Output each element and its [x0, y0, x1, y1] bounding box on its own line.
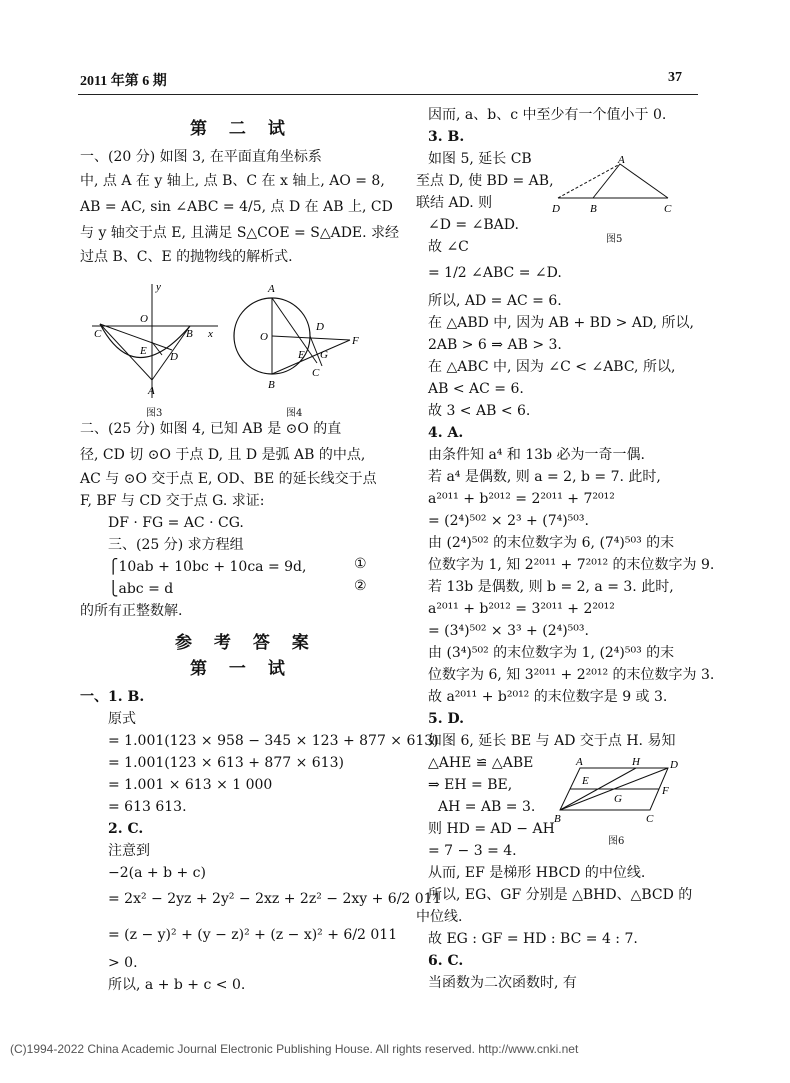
fig4-label-f: F	[352, 335, 359, 347]
fig3-label-x: x	[208, 328, 213, 340]
answer-line: 2. C.	[108, 821, 144, 837]
right-line: 从而, EF 是梯形 HBCD 的中位线.	[428, 865, 646, 881]
fig3-label-c: C	[94, 328, 102, 340]
answer-line: 所以, a + b + c < 0.	[108, 977, 246, 993]
figure-6	[550, 754, 686, 824]
right-line: = 7 − 3 = 4.	[428, 843, 517, 859]
right-line: 3. B.	[428, 129, 465, 145]
right-line: a²⁰¹¹ + b²⁰¹² = 2²⁰¹¹ + 7²⁰¹²	[428, 491, 615, 507]
fig6-caption: 图6	[608, 836, 625, 847]
problem2-line: 二、(25 分) 如图 4, 已知 AB 是 ⊙O 的直	[80, 421, 342, 437]
answers-title: 参 考 答 案	[175, 633, 317, 653]
right-line: 如图 5, 延长 CB	[428, 151, 532, 167]
fig6-label-g: G	[614, 793, 622, 805]
eq-mark-1: ①	[354, 556, 367, 572]
system-eq-1: ⎧10ab + 10bc + 10ca = 9d,	[108, 559, 307, 575]
fig6-label-a: A	[576, 756, 583, 768]
problem3-line: 三、(25 分) 求方程组	[108, 537, 244, 553]
right-line: ⇒ EH = BE,	[428, 777, 513, 793]
right-line: 故 a²⁰¹¹ + b²⁰¹² 的末位数字是 9 或 3.	[428, 689, 668, 705]
right-line: 所以, AD = AC = 6.	[428, 293, 562, 309]
answer-line: = 2x² − 2yz + 2y² − 2xz + 2z² − 2xy + 6/2 011	[108, 891, 442, 907]
right-line: 由 (2⁴)⁵⁰² 的末位数字为 6, (7⁴)⁵⁰³ 的末	[428, 535, 675, 551]
fig6-label-b: B	[554, 813, 561, 824]
fig4-label-o: O	[260, 331, 268, 343]
fig5-caption: 图5	[606, 234, 623, 245]
fig4-label-e: E	[298, 349, 305, 361]
eq-mark-2: ②	[354, 578, 367, 594]
right-line: 5. D.	[428, 711, 465, 727]
fig5-label-c: C	[664, 203, 672, 215]
right-line: 位数字为 1, 知 2²⁰¹¹ + 7²⁰¹² 的末位数字为 9.	[428, 557, 715, 573]
right-line: 由 (3⁴)⁵⁰² 的末位数字为 1, (2⁴)⁵⁰³ 的末	[428, 645, 675, 661]
right-line: 由条件知 a⁴ 和 13b 必为一奇一偶.	[428, 447, 645, 463]
right-line: 故 EG : GF = HD : BC = 4 : 7.	[428, 931, 638, 947]
right-line: 至点 D, 使 BD = AB,	[416, 173, 554, 189]
system-eq-2: ⎩abc = d	[108, 581, 174, 597]
problem2-line: F, BF 与 CD 交于点 G. 求证:	[80, 493, 265, 509]
right-line: = 1/2 ∠ABC = ∠D.	[428, 265, 562, 281]
answer-line: 注意到	[108, 843, 150, 859]
problem3-line: 的所有正整数解.	[80, 603, 183, 619]
fig4-label-a: A	[268, 283, 275, 295]
right-line: 当函数为二次函数时, 有	[428, 975, 577, 991]
problem1-line: AB = AC, sin ∠ABC = 4/5, 点 D 在 AB 上, CD	[80, 199, 393, 215]
right-line: 所以, EG、GF 分别是 △BHD、△BCD 的	[428, 887, 693, 903]
right-line: = (3⁴)⁵⁰² × 3³ + (2⁴)⁵⁰³.	[428, 623, 589, 639]
right-line: 因而, a、b、c 中至少有一个值小于 0.	[428, 107, 667, 123]
right-line: a²⁰¹¹ + b²⁰¹² = 3²⁰¹¹ + 2²⁰¹²	[428, 601, 615, 617]
fig3-label-y: y	[156, 281, 161, 293]
figure-4	[232, 278, 372, 402]
answer-line: > 0.	[108, 955, 138, 971]
answer-line: 原式	[108, 711, 136, 727]
right-line: 2AB > 6 ⇒ AB > 3.	[428, 337, 562, 353]
test2-title: 第 二 试	[190, 119, 293, 139]
right-line: ∠D = ∠BAD.	[428, 217, 519, 233]
copyright-footer: (C)1994-2022 China Academic Journal Electronic Publishing House. All rights reserved. http://www.cnki.net	[10, 1042, 579, 1056]
right-line: △AHE ≌ △ABE	[428, 755, 534, 771]
fig3-label-b: B	[186, 328, 193, 340]
figure-3	[90, 280, 220, 400]
answer-line: = 1.001 × 613 × 1 000	[108, 777, 273, 793]
right-line: 6. C.	[428, 953, 464, 969]
fig6-label-e: E	[582, 775, 589, 787]
problem1-line: 中, 点 A 在 y 轴上, 点 B、C 在 x 轴上, AO = 8,	[80, 173, 385, 189]
journal-issue: 2011 年第 6 期	[80, 74, 167, 89]
fig3-label-a: A	[148, 385, 155, 397]
answer-line: = 613 613.	[108, 799, 187, 815]
right-line: 在 △ABC 中, 因为 ∠C < ∠ABC, 所以,	[428, 359, 676, 375]
problem1-line: 与 y 轴交于点 E, 且满足 S△COE = S△ADE. 求经	[80, 225, 400, 241]
answer-line: = 1.001(123 × 613 + 877 × 613)	[108, 755, 344, 771]
fig4-label-g: G	[320, 349, 328, 361]
fig6-label-f: F	[662, 785, 669, 797]
fig4-label-c: C	[312, 367, 320, 379]
answer-line: −2(a + b + c)	[108, 865, 206, 881]
figure-5	[548, 154, 678, 216]
fig5-label-d: D	[552, 203, 560, 215]
right-line: 4. A.	[428, 425, 464, 441]
right-line: 联结 AD. 则	[416, 195, 493, 211]
fig3-caption: 图3	[146, 408, 163, 419]
right-line: 在 △ABD 中, 因为 AB + BD > AD, 所以,	[428, 315, 694, 331]
fig5-label-a: A	[618, 154, 625, 166]
fig4-caption: 图4	[286, 408, 303, 419]
page-number: 37	[668, 70, 682, 85]
answer-line: = (z − y)² + (y − z)² + (z − x)² + 6/2 011	[108, 927, 398, 943]
fig3-label-d: D	[170, 351, 178, 363]
problem2-line: DF · FG = AC · CG.	[108, 515, 244, 531]
fig6-label-d: D	[670, 759, 678, 771]
right-line: 位数字为 6, 知 3²⁰¹¹ + 2²⁰¹² 的末位数字为 3.	[428, 667, 715, 683]
fig5-label-b: B	[590, 203, 597, 215]
fig4-label-d: D	[316, 321, 324, 333]
answer-line: 一、1. B.	[80, 689, 145, 705]
right-line: 中位线.	[416, 909, 463, 925]
fig3-label-e: E	[140, 345, 147, 357]
problem2-line: 径, CD 切 ⊙O 于点 D, 且 D 是弧 AB 的中点,	[80, 447, 366, 463]
fig4-label-b: B	[268, 379, 275, 391]
test1-title: 第 一 试	[190, 659, 293, 679]
right-line: 故 3 < AB < 6.	[428, 403, 531, 419]
right-line: 若 a⁴ 是偶数, 则 a = 2, b = 7. 此时,	[428, 469, 661, 485]
right-line: 若 13b 是偶数, 则 b = 2, a = 3. 此时,	[428, 579, 674, 595]
answer-line: = 1.001(123 × 958 − 345 × 123 + 877 × 613)	[108, 733, 439, 749]
right-line: = (2⁴)⁵⁰² × 2³ + (7⁴)⁵⁰³.	[428, 513, 589, 529]
right-line: 如图 6, 延长 BE 与 AD 交于点 H. 易知	[428, 733, 676, 749]
fig6-label-h: H	[632, 756, 640, 768]
problem1-line: 过点 B、C、E 的抛物线的解析式.	[80, 249, 293, 265]
problem1-line: 一、(20 分) 如图 3, 在平面直角坐标系	[80, 149, 322, 165]
right-line: AB < AC = 6.	[428, 381, 524, 397]
right-line: AH = AB = 3.	[438, 799, 536, 815]
right-line: 则 HD = AD − AH	[428, 821, 555, 837]
fig6-label-c: C	[646, 813, 654, 824]
problem2-line: AC 与 ⊙O 交于点 E, OD、BE 的延长线交于点	[80, 471, 377, 487]
fig3-label-o: O	[140, 313, 148, 325]
header-rule	[78, 94, 698, 95]
right-line: 故 ∠C	[428, 239, 469, 255]
